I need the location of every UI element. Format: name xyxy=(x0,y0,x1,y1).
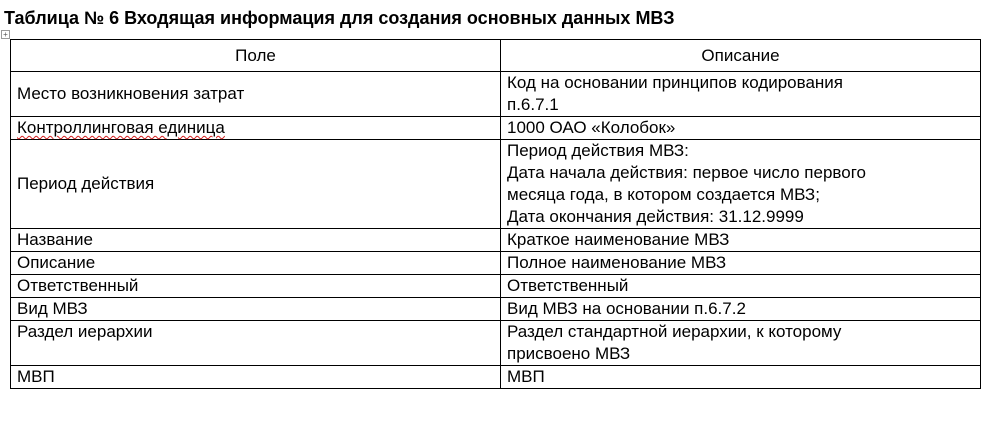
row-field: МВП xyxy=(11,366,501,389)
description-line: Дата начала действия: первое число первого xyxy=(507,163,867,182)
table-row xyxy=(11,366,981,389)
table-row xyxy=(11,298,981,321)
table-row xyxy=(11,72,981,117)
row-description xyxy=(501,72,981,117)
table-row xyxy=(11,229,981,252)
table-header-row xyxy=(11,40,981,72)
fields-table xyxy=(10,39,981,389)
description-line: Полное наименование МВЗ xyxy=(507,253,727,272)
row-description xyxy=(501,252,981,275)
header-description: Описание xyxy=(501,40,981,72)
table-move-handle-icon[interactable]: + xyxy=(1,30,10,39)
header-field: Поле xyxy=(11,40,501,72)
row-field-text: Контроллинговая единица xyxy=(17,118,225,137)
description-line: 1000 ОАО «Колобок» xyxy=(507,118,676,137)
description-line: Краткое наименование МВЗ xyxy=(507,230,730,249)
row-field: Раздел иерархии xyxy=(11,321,501,366)
table-row xyxy=(11,321,981,366)
description-line: присвоено МВЗ xyxy=(507,344,631,363)
row-description xyxy=(501,140,981,229)
row-field: Место возникновения затрат xyxy=(11,72,501,117)
description-line: п.6.7.1 xyxy=(507,95,559,114)
row-description xyxy=(501,321,981,366)
table-row xyxy=(11,117,981,140)
description-line: месяца года, в котором создается МВЗ; xyxy=(507,185,820,204)
description-line: Период действия МВЗ: xyxy=(507,141,689,160)
row-description xyxy=(501,298,981,321)
row-field: Название xyxy=(11,229,501,252)
row-field xyxy=(11,117,501,140)
row-description xyxy=(501,229,981,252)
row-field: Ответственный xyxy=(11,275,501,298)
description-line: Код на основании принципов кодирования xyxy=(507,73,843,92)
table-row xyxy=(11,252,981,275)
row-field: Период действия xyxy=(11,140,501,229)
row-field: Описание xyxy=(11,252,501,275)
row-description xyxy=(501,275,981,298)
table-row xyxy=(11,275,981,298)
description-line: Ответственный xyxy=(507,276,629,295)
table-row xyxy=(11,140,981,229)
description-line: МВП xyxy=(507,367,545,386)
row-description xyxy=(501,366,981,389)
description-line: Вид МВЗ на основании п.6.7.2 xyxy=(507,299,746,318)
table-caption: Таблица № 6 Входящая информация для создания основных данных МВЗ xyxy=(4,8,675,28)
row-description xyxy=(501,117,981,140)
row-field: Вид МВЗ xyxy=(11,298,501,321)
description-line: Дата окончания действия: 31.12.9999 xyxy=(507,207,804,226)
description-line: Раздел стандартной иерархии, к которому xyxy=(507,322,842,341)
